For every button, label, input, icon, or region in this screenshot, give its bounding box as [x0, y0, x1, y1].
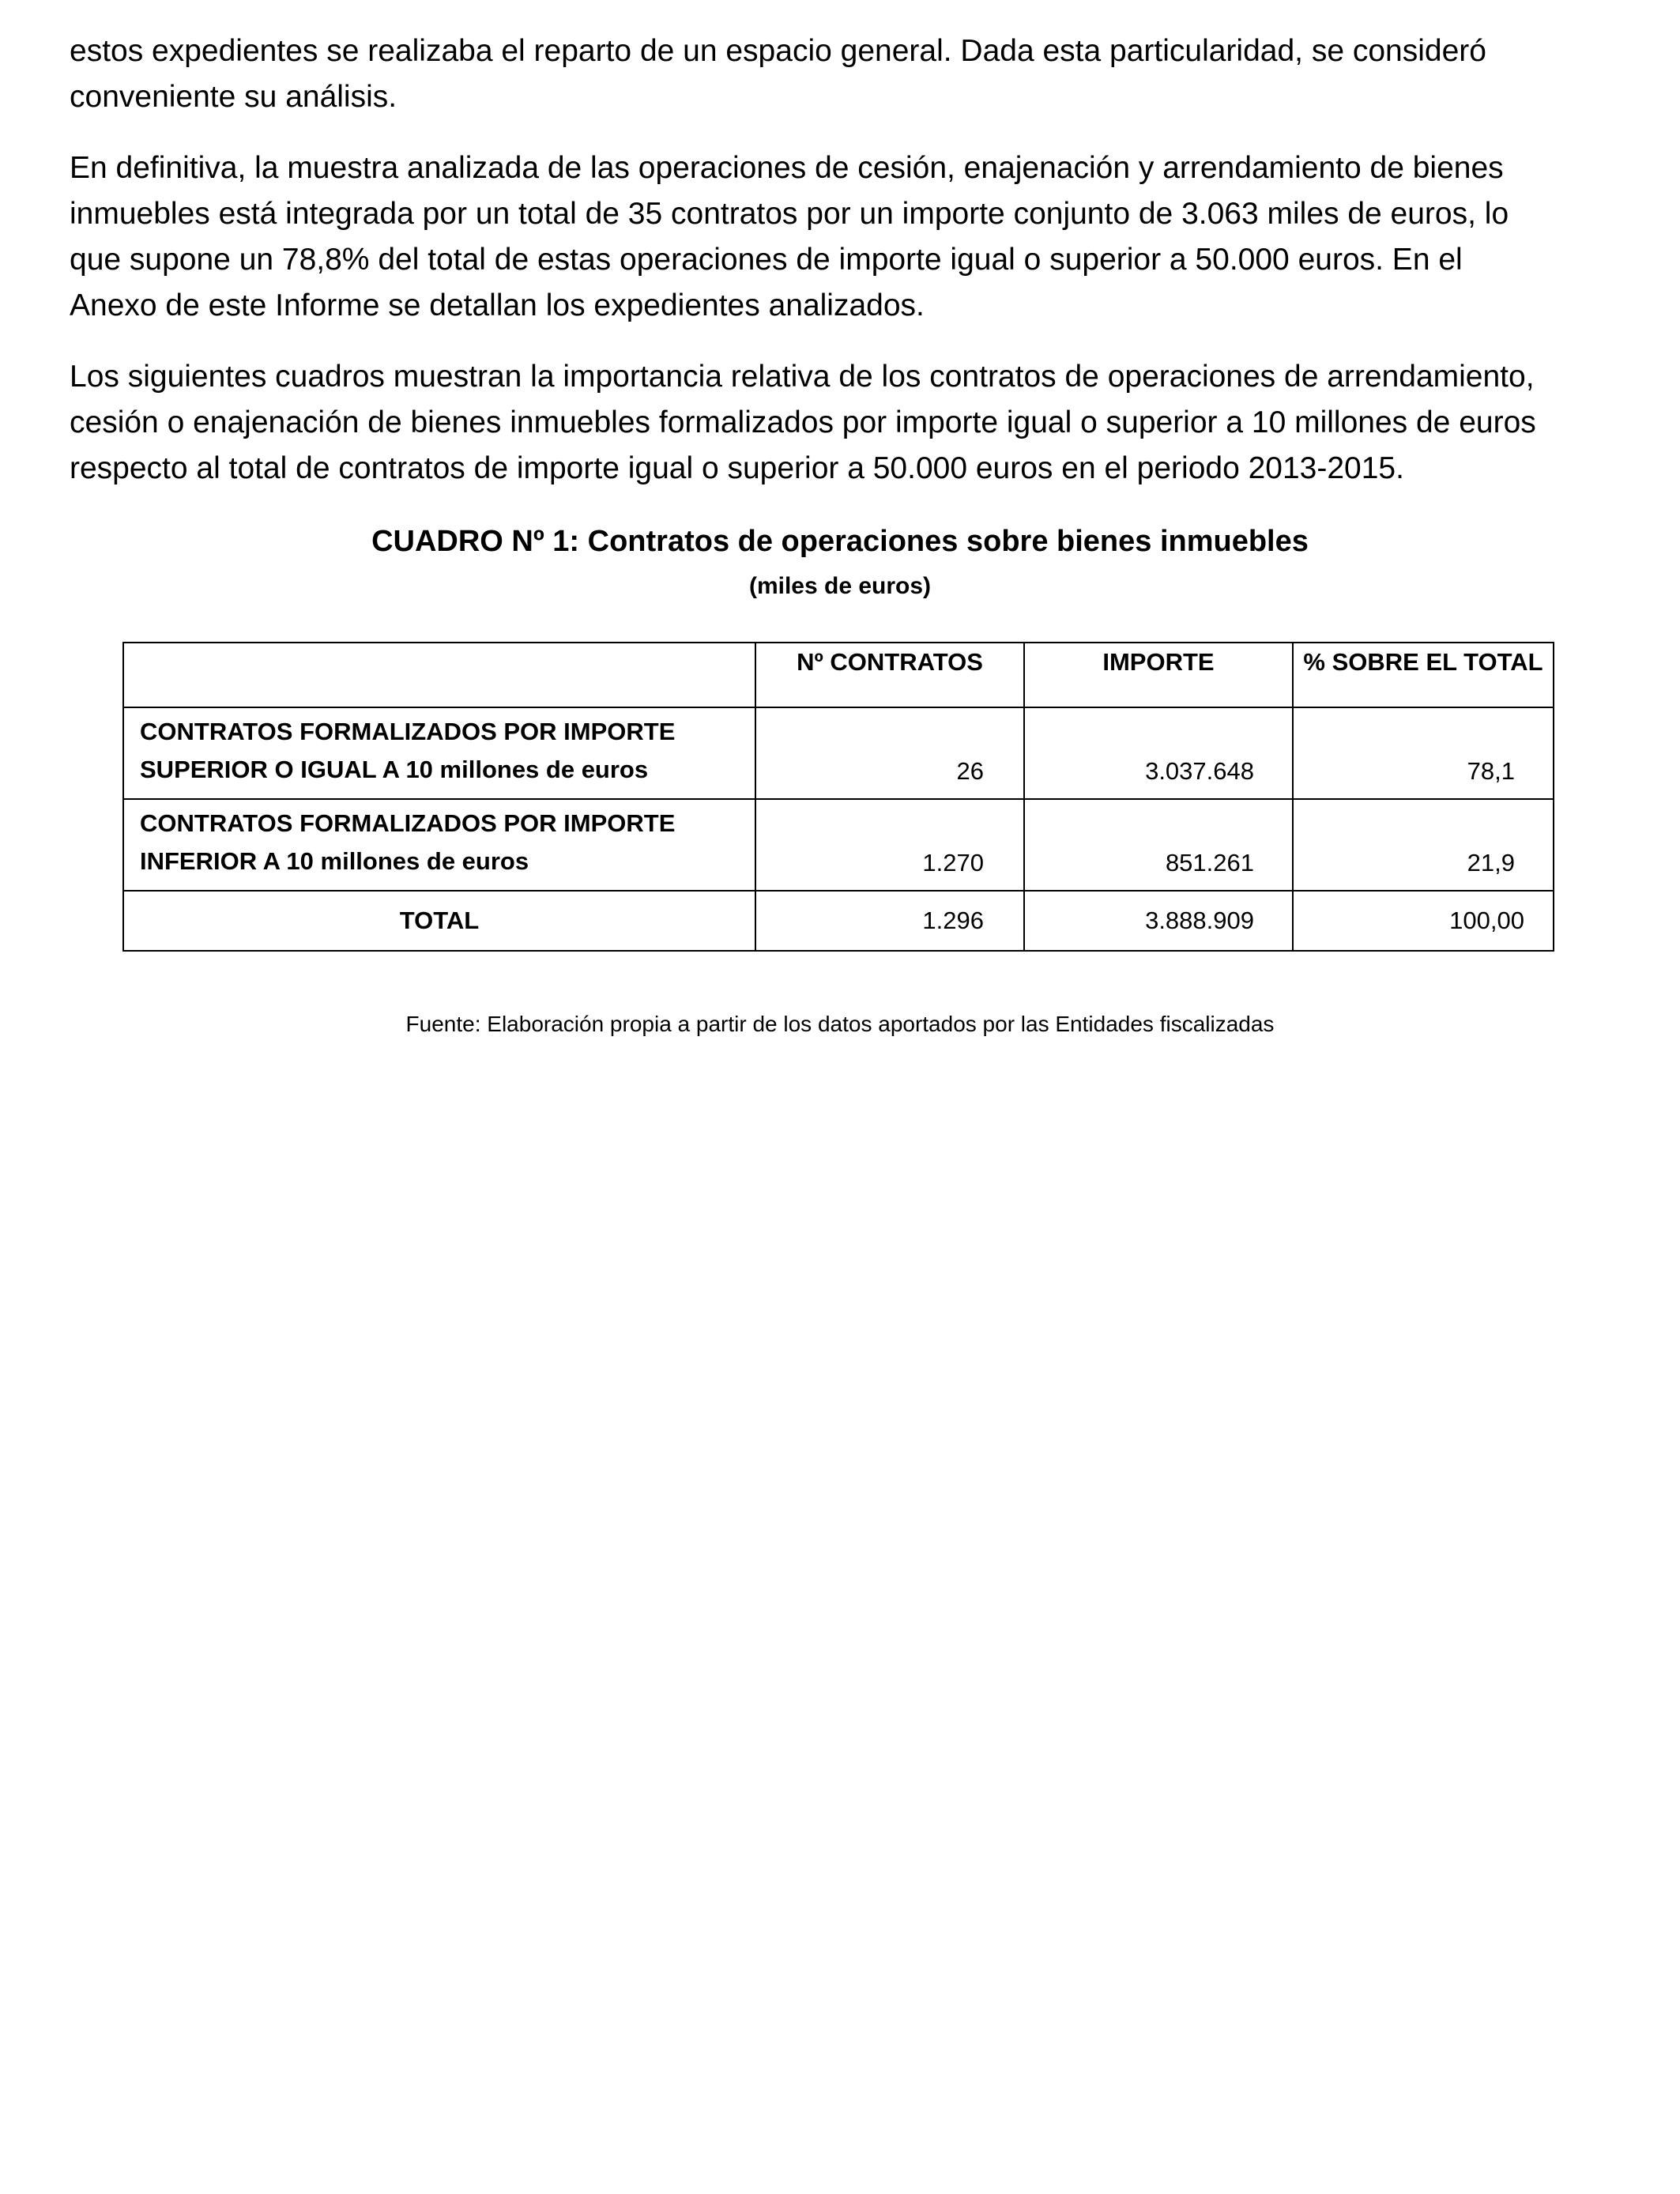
table-row	[123, 799, 1554, 891]
row-label-line: INFERIOR A 10 millones de euros	[140, 847, 529, 875]
header-cell-percent: % SOBRE EL TOTAL	[1293, 643, 1554, 707]
total-percent: 100,00	[1293, 891, 1554, 951]
total-amount: 3.888.909	[1024, 891, 1293, 951]
table-header-row	[123, 643, 1554, 707]
row-label	[123, 707, 755, 799]
total-label: TOTAL	[123, 891, 755, 951]
text-line: respecto al total de contratos de importe igual o superior a 50.000 euros en el periodo 2013-2015.	[70, 451, 1404, 485]
contracts-table	[122, 642, 1554, 952]
source-note: Fuente: Elaboración propia a partir de los datos aportados por las Entidades fiscalizadas	[405, 1012, 1275, 1036]
table-total-row	[123, 891, 1554, 951]
text-line: cesión o enajenación de bienes inmuebles formalizados por importe igual o superior a 10 millones de euros	[70, 405, 1536, 439]
cell-count: 1.270	[755, 799, 1024, 891]
row-label-line: CONTRATOS FORMALIZADOS POR IMPORTE	[140, 809, 676, 837]
text-line: conveniente su análisis.	[70, 80, 397, 114]
row-label	[123, 799, 755, 891]
cell-percent: 21,9	[1293, 799, 1554, 891]
table-subtitle: (miles de euros)	[748, 573, 932, 599]
cell-count: 26	[755, 707, 1024, 799]
text-line: En definitiva, la muestra analizada de las operaciones de cesión, enajenación y arrendamiento de bienes	[70, 151, 1504, 185]
row-label-line: CONTRATOS FORMALIZADOS POR IMPORTE	[140, 718, 676, 745]
cell-amount: 3.037.648	[1024, 707, 1293, 799]
table-title: CUADRO Nº 1: Contratos de operaciones sobre bienes inmuebles	[371, 525, 1309, 558]
table-row	[123, 707, 1554, 799]
text-line: inmuebles está integrada por un total de 35 contratos por un importe conjunto de 3.063 miles de euros, lo	[70, 197, 1509, 231]
cell-percent: 78,1	[1293, 707, 1554, 799]
header-cell-count: Nº CONTRATOS	[755, 643, 1024, 707]
text-line: Los siguientes cuadros muestran la importancia relativa de los contratos de operaciones de arrendamiento,	[70, 360, 1535, 394]
paragraph-sample	[70, 145, 1618, 329]
text-line: estos expedientes se realizaba el reparto de un espacio general. Dada esta particularidad, se consideró	[70, 34, 1486, 68]
paragraph-tables-intro	[70, 354, 1618, 492]
total-count: 1.296	[755, 891, 1024, 951]
header-cell-amount: IMPORTE	[1024, 643, 1293, 707]
cell-amount: 851.261	[1024, 799, 1293, 891]
text-line: que supone un 78,8% del total de estas operaciones de importe igual o superior a 50.000 euros. En el	[70, 243, 1463, 277]
row-label-line: SUPERIOR O IGUAL A 10 millones de euros	[140, 756, 649, 783]
paragraph-intro	[70, 28, 1618, 120]
header-cell-empty	[123, 643, 755, 707]
text-line: Anexo de este Informe se detallan los expedientes analizados.	[70, 288, 925, 322]
